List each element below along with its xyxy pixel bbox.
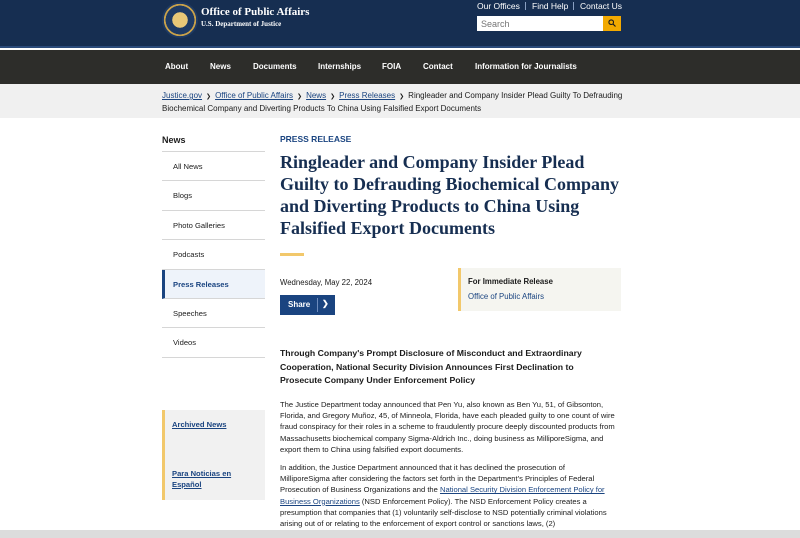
nav-information-for-journalists[interactable]: Information for Journalists [475,62,577,71]
release-heading: For Immediate Release [468,277,553,286]
breadcrumb [162,90,632,114]
sidebar-item-videos[interactable]: Videos [162,328,265,357]
breadcrumb-press-releases[interactable]: Press Releases [339,91,396,100]
chevron-right-icon: ❯ [322,299,329,308]
sidebar-item-press-releases[interactable]: Press Releases [162,270,265,299]
release-source: Office of Public Affairs [468,292,544,301]
release-date: Wednesday, May 22, 2024 [280,278,373,287]
chevron-right-icon: ❯ [399,94,405,100]
article-paragraph: The Justice Department today announced that Pen Yu, also known as Ben Yu, 51, of Gibsonton, Florida, and Gregory Muñoz, 45, of Minneola, Florida, have each pleaded guilty to one count of wire fraud conspiracy for their roles in a scheme to fraudulently procure deeply discounted products from Massachusetts biochemical company Sigma-Aldrich Inc., doing business as MilliporeSigma, and export them to China using falsified export documents. [280,400,615,454]
search-input[interactable] [477,16,604,31]
page-title: Ringleader and Company Insider Plead Guilty to Defrauding Biochemical Company and Diverting Products to China Using Falsified Export Documents [280,152,620,238]
doj-seal-icon[interactable] [162,2,198,38]
paragraph-text: (NSD Enforcement Policy). The NSD Enforcement Policy creates a presumption that companies that (1) voluntarily self-disclose to NSD potentially criminal violations arising out of or relating to the enforcement of export control or sanctions laws, (2) [280,496,607,529]
chevron-right-icon: ❯ [297,94,303,100]
link-spanish-news[interactable]: Para Noticias en Español [172,469,232,489]
link-find-help[interactable]: Find Help [532,1,569,11]
sidebar-item-all-news[interactable]: All News [162,152,265,181]
utility-divider [525,2,526,10]
press-release-label: PRESS RELEASE [280,134,352,144]
breadcrumb-current: Ringleader and Company Insider Plead Guilty To Defrauding Biochemical Company and Diverting Products To China Using Falsified Export Documents [162,91,623,113]
nav-internships[interactable]: Internships [318,62,362,71]
sidebar-heading: News [162,135,186,145]
nav-foia[interactable]: FOIA [382,62,402,71]
sidebar-item-speeches[interactable]: Speeches [162,299,265,328]
nav-contact[interactable]: Contact [423,62,453,71]
department-name[interactable]: U.S. Department of Justice [201,20,282,28]
nav-documents[interactable]: Documents [253,62,297,71]
chevron-right-icon: ❯ [206,94,212,100]
sidebar-nav [162,151,265,358]
search-icon [608,19,616,27]
breadcrumb-office-of-public-affairs[interactable]: Office of Public Affairs [215,91,294,100]
paragraph-text: In addition, the Justice Department announced that it has declined the prosecution of MilliporeSigma after considering the factors set forth in the Department's Principles of Federal Prosecution of Business Organizations and the [280,463,595,495]
sidebar-item-blogs[interactable]: Blogs [162,181,265,210]
nav-about[interactable]: About [165,62,189,71]
release-info-box [458,268,621,311]
chevron-right-icon: ❯ [330,94,336,100]
title-divider [280,253,304,256]
link-our-offices[interactable]: Our Offices [477,1,520,11]
article-paragraph [280,462,615,529]
utility-divider [573,2,574,10]
search-button[interactable] [603,16,621,31]
main-nav [0,50,800,84]
horizontal-scrollbar[interactable] [0,530,800,538]
sidebar-item-podcasts[interactable]: Podcasts [162,240,265,269]
share-divider [317,298,318,312]
sidebar-extra-links [162,410,265,500]
link-contact-us[interactable]: Contact Us [580,1,623,11]
nav-news[interactable]: News [210,62,231,71]
link-archived-news[interactable]: Archived News [172,420,227,429]
share-button[interactable] [280,295,335,315]
office-name[interactable]: Office of Public Affairs [201,6,310,18]
site-header [0,0,800,48]
breadcrumb-justice-gov[interactable]: Justice.gov [162,91,203,100]
share-label: Share [288,300,311,309]
article-lead: Through Company's Prompt Disclosure of Misconduct and Extraordinary Cooperation, National Security Division Announces First Declination to Prosecute Company Under Enforcement Policy [280,348,582,385]
breadcrumb-news[interactable]: News [306,91,327,100]
sidebar-item-photo-galleries[interactable]: Photo Galleries [162,211,265,240]
link-nsd-enforcement-policy[interactable]: National Security Division Enforcement Policy for Business Organizations [280,485,605,506]
